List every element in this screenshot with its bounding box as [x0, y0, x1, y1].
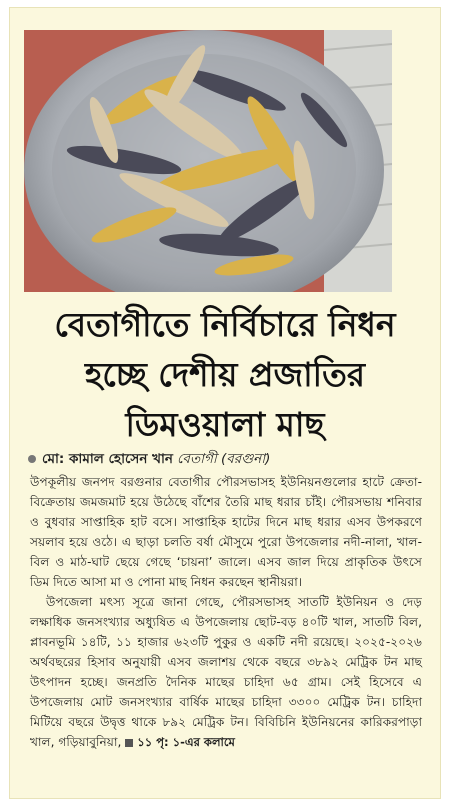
bullet-icon: [28, 455, 36, 463]
fish-plate-image: [24, 30, 392, 292]
paragraph: [30, 592, 422, 752]
byline-location: বেতাগী (বরগুনা): [176, 451, 271, 467]
headline-line-1: বেতাগীতে নির্বিচারে নিধন: [54, 305, 396, 344]
paragraph: উপকূলীয় জনপদ বরগুনার বেতাগীর পৌরসভাসহ ইউনিয়নগুলোর হাটে ক্রেতা-বিক্রেতায় জমজমাট হয়ে উঠেছে বাঁশের তৈরি মাছ ধরার চাঁই। পৌরসভায় শনিবার ও বুধবার সাপ্তাহিক হাট বসে। সাপ্তাহিক হাটের দিনে মাছ ধরার এসব উপকরণে সয়লাব হয়ে ওঠে। এ ছাড়া চলতি বর্ষা মৌসুমে পুরো উপজেলার নদী-নালা, খাল-বিল ও মাঠ-ঘাট ছেয়ে গেছে ‘চায়না’ জালে। এসব জাল দিয়ে প্রাকৃতিক উৎসে ডিম দিতে আসা মা ও পোনা মাছ নিধন করছেন স্থানীয়রা।: [30, 475, 422, 589]
byline-author: মো: কামাল হোসেন খান: [42, 451, 173, 467]
headline-line-2: হচ্ছে দেশীয় প্রজাতির: [84, 355, 366, 394]
article-photo: [24, 30, 392, 292]
square-icon: [125, 739, 133, 747]
byline: [28, 448, 428, 471]
continuation-text: ১১ পৃ: ১-এর কলামে: [137, 735, 235, 749]
headline-line-3: ডিমওয়ালা মাছ: [125, 405, 325, 444]
paragraph-text: উপজেলা মৎস্য সূত্রে জানা গেছে, পৌরসভাসহ সাতটি ইউনিয়ন ও দেড় লক্ষাধিক জনসংখ্যার অধ্যুষিত এ উপজেলায় ছোট-বড় ৪০টি খাল, সাতটি বিল, প্লাবনভূমি ১৪টি, ১১ হাজার ৬২৩টি পুকুর ও একটি নদী রয়েছে। ২০২৫-২০২৬ অর্থবছরের হিসাব অনুযায়ী এসব জলাশয় থেকে বছরে ৩৮৯২ মেট্রিক টন মাছ উৎপাদন হচ্ছে। জনপ্রতি দৈনিক মাছের চাহিদা ৬৫ গ্রাম। সেই হিসেবে এ উপজেলায় মোট জনসংখ্যার বার্ষিক মাছের চাহিদা ৩৩০০ মেট্রিক টন। চাহিদা মিটিয়ে বছরে উদ্বৃত্ত থাকে ৮৯২ মেট্রিক টন। বিবিচিনি ইউনিয়নের কারিকরপাড়া খাল, গড়িয়াবুনিয়া,: [30, 595, 422, 749]
article-body: [30, 472, 422, 752]
headline: [16, 300, 434, 450]
continuation-note: [125, 735, 235, 749]
